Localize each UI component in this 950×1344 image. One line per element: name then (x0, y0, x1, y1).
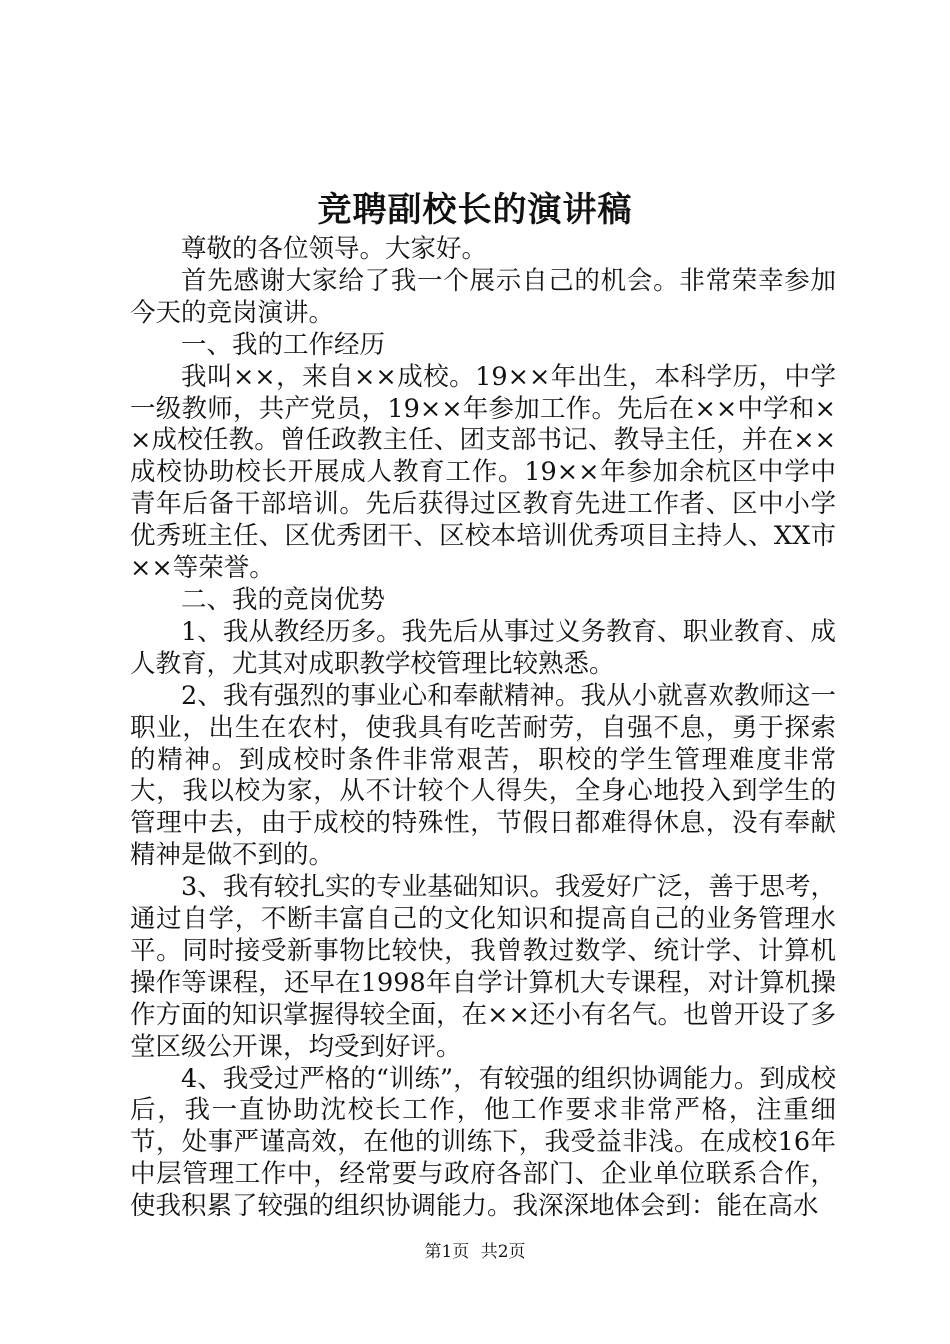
paragraph-experience: 我叫××，来自××成校。19××年出生，本科学历，中学一级教师，共产党员，19××年参加工作。先后在××中学和××成校任教。曾任政教主任、团支部书记、教导主任，并在××成校协助校长开展成人教育工作。19××年参加余杭区中学中青年后备干部培训。先后获得过区教育先进工作者、区中小学优秀班主任、区优秀团干、区校本培训优秀项目主持人、XX市××等荣誉。 (130, 361, 836, 584)
section-heading-experience: 一、我的工作经历 (181, 329, 386, 360)
document-title: 竞聘副校长的演讲稿 (317, 190, 633, 230)
paragraph-greeting: 尊敬的各位领导。大家好。 (181, 234, 488, 264)
paragraph-thanks: 首先感谢大家给了我一个展示自己的机会。非常荣幸参加今天的竞岗演讲。 (130, 265, 836, 328)
page-number: 第1页 (424, 1242, 470, 1262)
paragraph-advantage-2: 2、我有强烈的事业心和奉献精神。我从小就喜欢教师这一职业，出生在农村，使我具有吃苦耐劳，自强不息，勇于探索的精神。到成校时条件非常艰苦，职校的学生管理难度非常大，我以校为家，从不计较个人得失，全身心地投入到学生的管理中去，由于成校的特殊性，节假日都难得休息，没有奉献精神是做不到的。 (130, 680, 836, 871)
document-body (130, 234, 836, 1223)
section-heading-advantages: 二、我的竞岗优势 (181, 584, 386, 615)
paragraph-advantage-3: 3、我有较扎实的专业基础知识。我爱好广泛，善于思考，通过自学，不断丰富自己的文化知识和提高自己的业务管理水平。同时接受新事物比较快，我曾教过数学、统计学、计算机操作等课程，还早在1998年自学计算机大专课程，对计算机操作方面的知识掌握得较全面，在××还小有名气。也曾开设了多堂区级公开课，均受到好评。 (130, 872, 836, 1062)
paragraph-advantage-1: 1、我从教经历多。我先后从事过义务教育、职业教育、成人教育，尤其对成职教学校管理比较熟悉。 (130, 616, 836, 679)
page-footer (0, 1240, 950, 1264)
page-total: 共2页 (480, 1242, 526, 1262)
paragraph-advantage-4: 4、我受过严格的“训练”，有较强的组织协调能力。到成校后，我一直协助沈校长工作，他工作要求非常严格，注重细节，处事严谨高效，在他的训练下，我受益非浅。在成校16年中层管理工作中，经常要与政府各部门、企业单位联系合作，使我积累了较强的组织协调能力。我深深地体会到：能在高水 (130, 1063, 836, 1222)
